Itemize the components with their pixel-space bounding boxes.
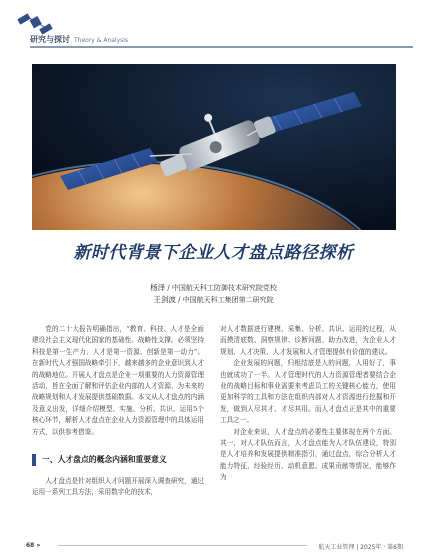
- header-rule: [30, 46, 413, 48]
- body-paragraph: 人才盘点是针对组织人才问题开展深入调查研究，通过运用一系列工具方法，采用数字化的技术，: [32, 477, 204, 497]
- journal-info: 航天工业管理 | 2025年 · 第6期: [318, 544, 403, 551]
- author-affiliation: / 中国航天科工防御技术研究院党校: [165, 284, 277, 292]
- author-line: [0, 282, 427, 294]
- article-title: 新时代背景下企业人才盘点路径探析: [73, 243, 354, 263]
- section-heading: [32, 452, 204, 468]
- section-heading-text: 一、人才盘点的概念内涵和重要意义: [42, 455, 167, 465]
- author-affiliation: / 中国航天科工集团第二研究院: [175, 296, 274, 304]
- author-block: [0, 282, 427, 306]
- footer-rule: [58, 545, 307, 546]
- space-station-illustration: [32, 64, 396, 230]
- author-line: [0, 294, 427, 306]
- body-column-left: [32, 324, 204, 499]
- section-tag-en: Theory & Analysis: [74, 37, 129, 44]
- body-paragraph: 对企业来说，人才盘点的必要性主要体现在两个方面。其一，对人才队伍而言，人才盘点能为人才队伍建设，特别是人才培养和发展提供精准指引，通过盘点，综合分析人才能力特征、经验经历、动机意愿、成果贡献等情况，能够作为: [220, 427, 396, 482]
- section-tag-cn: 研究与探讨: [30, 35, 70, 44]
- author-name: 杨泽: [150, 283, 166, 292]
- page-number: 68 »: [26, 542, 41, 549]
- section-tag: [30, 34, 128, 45]
- page-footer: [0, 538, 427, 556]
- body-paragraph: 党的二十大报告明确指出，“教育、科技、人才是全面建设社会主义现代化国家的基础性、战略性支撑。必须坚持科技是第一生产力、人才是第一资源、创新是第一动力”。在新时代人才强国战略牵引下，越来越多的企业意识到人才的战略地位。开展人才盘点是企业一项重要的人力资源管理活动，旨在全面了解和评估企业内部的人才资源，为未来的战略规划和人才发展提供基础数据。本文从人才盘点的内涵及意义出发，详细介绍模型、实施、分析、共识、运用5个核心环节，解析人才盘点在企业人力资源管理中的具体运用方式，以供参考借鉴。: [32, 325, 204, 436]
- body-paragraph: 企业发展的问题，归根结底是人的问题，人用好了，事也就成功了一半。人才管理时代的人力资源管理者要结合企业的战略目标和事业需要来考虑员工的关键核心能力，使用更加科学的工具和方法在组织内部对人才资源进行挖掘和开发，做到人尽其才、才尽其用。而人才盘点正是其中的重要工具之一。: [220, 359, 396, 425]
- hero-image: [32, 64, 396, 230]
- body-paragraph: 对人才数据进行建模、采集、分析、共识、运用的过程，从而摸清底数、洞察规律、诊断问题、助力改进，为企业人才规划、人才决策、人才发展和人才管理提供有价值的建议。: [220, 325, 396, 356]
- page-header: [0, 0, 427, 62]
- body-column-right: [220, 324, 396, 484]
- author-name: 王剑波: [153, 295, 176, 304]
